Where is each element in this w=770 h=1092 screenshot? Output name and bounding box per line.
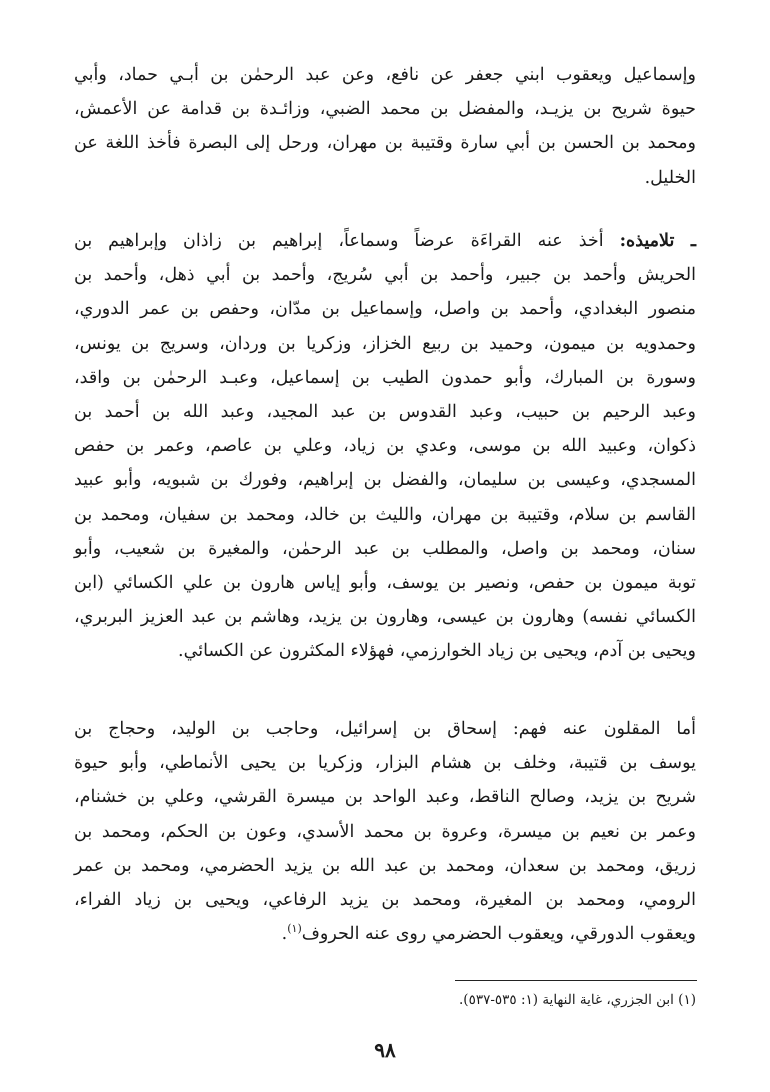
text-line-with-heading	[74, 224, 696, 258]
text-line: يوسف بن قتيبة، وخلف بن هشام البزار، وزكريا بن يحيى الأنماطي، وأبو حيوة	[74, 753, 696, 774]
text-line: الخليل.	[644, 167, 696, 188]
text-line: ومحمد بن الحسن بن أبي سارة وقتيبة بن مهران، ورحل إلى البصرة فأخذ اللغة عن	[74, 133, 696, 154]
text-segment: أخذ عنه القراءَة عرضاً وسماعاً، إبراهيم بن زاذان وإبراهيم بن	[74, 231, 620, 251]
text-line: وإسماعيل ويعقوب ابني جعفر عن نافع، وعن عبد الرحمٰن بن أبـي حماد، وأبي	[74, 65, 696, 85]
students-heading: ـ تلاميذه:	[619, 231, 696, 251]
paragraph-students	[74, 224, 696, 669]
footnote-separator	[455, 980, 697, 981]
text-line: توبة ميمون بن حفص، ونصير بن يوسف، وأبو إياس هارون بن علي الكسائي (ابن	[74, 573, 696, 594]
footnote-marker[interactable]: (١)	[287, 922, 302, 936]
text-line: المسجدي، وعيسى بن سليمان، والفضل بن إبراهيم، وفورك بن شبويه، وأبو عبيد	[74, 470, 696, 491]
text-line: القاسم بن سلام، وقتيبة بن مهران، والليث بن خالد، ومحمد بن سفيان، ومحمد بن	[74, 504, 696, 525]
page-number: ٩٨	[374, 1038, 396, 1062]
text-line-with-footnote	[74, 917, 696, 951]
paragraph-lesser-students	[74, 712, 696, 951]
text-segment: ويعقوب الدورقي، ويعقوب الحضرمي روى عنه الحروف	[301, 924, 696, 945]
text-line: حيوة شريح بن يزيـد، والمفضل بن محمد الضبي، وزائـدة بن قدامة عن الأعمش،	[74, 99, 696, 120]
text-line: وسورة بن المبارك، وأبو حمدون الطيب بن إسماعيل، وعبـد الرحمٰن بن واقد،	[74, 367, 696, 388]
text-line: وعبد الرحيم بن حبيب، وعبد القدوس بن عبد المجيد، وعبد الله بن أحمد بن	[74, 402, 696, 423]
text-line: شريح بن يزيد، وصالح الناقط، وعبد الواحد بن ميسرة القرشي، وعلي بن خشنام،	[74, 787, 696, 808]
text-line: وعمر بن نعيم بن ميسرة، وعروة بن محمد الأسدي، وعون بن الحكم، ومحمد بن	[74, 821, 696, 842]
text-line: أما المقلون عنه فهم: إسحاق بن إسرائيل، وحاجب بن الوليد، وحجاج بن	[74, 719, 696, 739]
text-line: الكسائي نفسه) وهارون بن عيسى، وهارون بن يزيد، وهاشم بن عبد العزيز البربري،	[74, 607, 696, 628]
sentence-end: .	[281, 924, 288, 945]
text-line: الحريش وأحمد بن جبير، وأحمد بن أبي سُريج، وأحمد بن أبي ذهل، وأحمد بن	[74, 265, 696, 286]
text-line: زريق، ومحمد بن سعدان، ومحمد بن عبد الله بن يزيد الحضرمي، ومحمد بن عمر	[74, 855, 696, 876]
text-line: الرومي، ومحمد بن المغيرة، ومحمد بن يزيد الرفاعي، ويحيى بن زياد الفراء،	[74, 890, 696, 911]
text-line: ذكوان، وعبيد الله بن موسى، وعدي بن زياد، وعلي بن عاصم، وعمر بن حفص	[74, 436, 696, 457]
text-line: ويحيى بن آدم، ويحيى بن زياد الخوارزمي، فهؤلاء المكثرون عن الكسائي.	[178, 641, 696, 662]
text-line: وحمدويه بن ميمون، وحميد بن ربيع الخزاز، وزكريا بن وردان، وسريج بن يونس،	[74, 333, 696, 354]
footnote: (١) ابن الجزري، غاية النهاية (١: ٥٣٥-٥٣٧).	[459, 992, 696, 1008]
paragraph-teachers-continued	[74, 58, 696, 195]
text-line: منصور البغدادي، وأحمد بن واصل، وإسماعيل بن مدّان، وحفص بن عمر الدوري،	[74, 299, 696, 320]
text-line: سنان، ومحمد بن واصل، والمطلب بن عبد الرحمٰن، والمغيرة بن شعيب، وأبو	[74, 538, 696, 559]
